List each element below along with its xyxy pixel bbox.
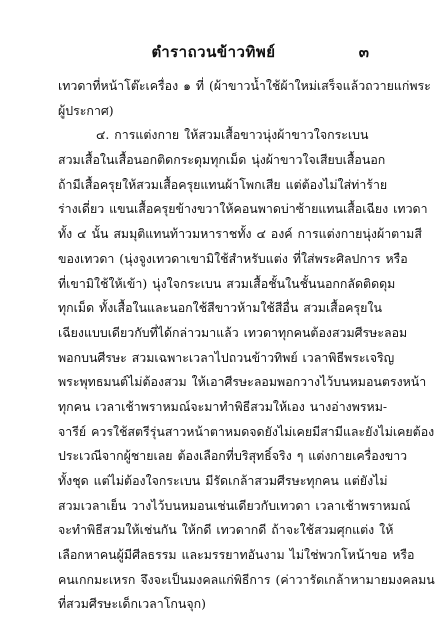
text-line: เทวดาที่หน้าโต๊ะเครื่อง ๑ ที่ (ผ้าขาวน้ำใช้ผ้าใหม่เสร็จแล้วถวายแก่พระ: [58, 78, 431, 93]
page-header: [0, 40, 427, 64]
text-line: คนเกกมะเหรก จึงจะเป็นมงคลแก่พิธีการ (ค่าวารัดเกล้าหามายมงคลมน: [58, 571, 435, 587]
text-line: ทั้ง ๔ นั้น สมมุติแทนท้าวมหาราชทั้ง ๔ องค์ การแต่งกายนุ่งผ้าตามสี: [58, 226, 422, 242]
running-title: ตำราถวนข้าวทิพย์: [151, 43, 276, 61]
section-heading-line: ๔. การแต่งกาย ให้สวมเสื้อขาวนุ่งผ้าขาวใจกระเบน: [96, 127, 369, 143]
text-line: จารีย์ ควรใช้สตรีรุ่นสาวหน้าตาหมดจดยังไม่เคยมีสามีและยังไม่เคยต้อง: [58, 423, 435, 439]
text-line: จะทำพิธีสวมให้เช่นกัน ให้กดี เทวดากดี ถ้าจะใช้สวมศุกแต่ง ให้: [58, 522, 394, 538]
text-line: ทั้งชุด แต่ไม่ต้องใจกระเบน มีรัดเกล้าสวมศีรษะทุกคน แต่ยังไม่: [58, 473, 388, 488]
text-line: ผู้ประกาศ): [58, 102, 114, 118]
text-line: ทุกคน เวลาเช้าพราหมณ์จะมาทำพิธีสวมให้เอง นางอ่างพรหม-: [58, 398, 388, 414]
body-text: [58, 74, 435, 617]
text-line: เฉียงแบบเดียวกับที่ได้กล่าวมาแล้ว เทวดาทุกคนต้องสวมศีรษะลอม: [58, 324, 408, 340]
text-line: ประเวณีจากผู้ชายเลย ต้องเลือกที่บริสุทธิ์จริง ๆ แต่งกายเครื่องขาว: [58, 448, 408, 464]
text-line: พระพุทธมนต์ไม่ต้องสวม ให้เอาศีรษะลอมพอกวางไว้บนหมอนตรงหน้า: [58, 374, 427, 390]
text-line: เลือกหาคนผู้มีศีลธรรม และมรรยาทอันงาม ไม่ใช่พวกโหน้าขอ หรือ: [58, 547, 415, 563]
text-line: สวมเสื้อในเสื้อนอกติดกระดุมทุกเม็ด นุ่งผ้าขาวใจเสียบเสื้อนอก: [58, 152, 386, 168]
text-line: สวมเวลาเย็น วางไว้บนหมอนเช่นเดียวกับเทวดา เวลาเช้าพราหมณ์: [58, 497, 411, 513]
text-line: พอกบนศีรษะ สวมเฉพาะเวลาไปถวนข้าวทิพย์ เวลาพิธีพระเจริญ: [58, 349, 395, 365]
text-line: ของเทวดา (นุ่งจูงเทวดาเขามิใช้สำหรับแต่ง ที่ใส่พระศิลปการ หรือ: [58, 250, 408, 266]
text-line: ทุกเม็ด ทั้งเสื้อในและนอกใช้สีขาวห้ามใช้สีอื่น สวมเสื้อครุยใน: [58, 300, 382, 316]
text-line: ถ้ามีเสื้อครุยให้สวมเสื้อครุยแทนผ้าโพกเสีย แต่ต้องไม่ใส่ท่าร้าย: [58, 176, 388, 192]
text-line: ที่สวมศีรษะเด็กเวลาโกนจุก): [58, 596, 206, 612]
text-line: ร่างเดี่ยว แขนเสื้อครุยข้างขวาให้คอนพาดบ่าซ้ายแทนเสื้อเฉียง เทวดา: [58, 201, 428, 217]
text-line: ที่เขามิใช้ให้เข้า) นุ่งใจกระเบน สวมเสื้อชั้นในชั้นนอกกลัดติดดุม: [58, 275, 396, 291]
page-number: ๓: [358, 43, 369, 61]
